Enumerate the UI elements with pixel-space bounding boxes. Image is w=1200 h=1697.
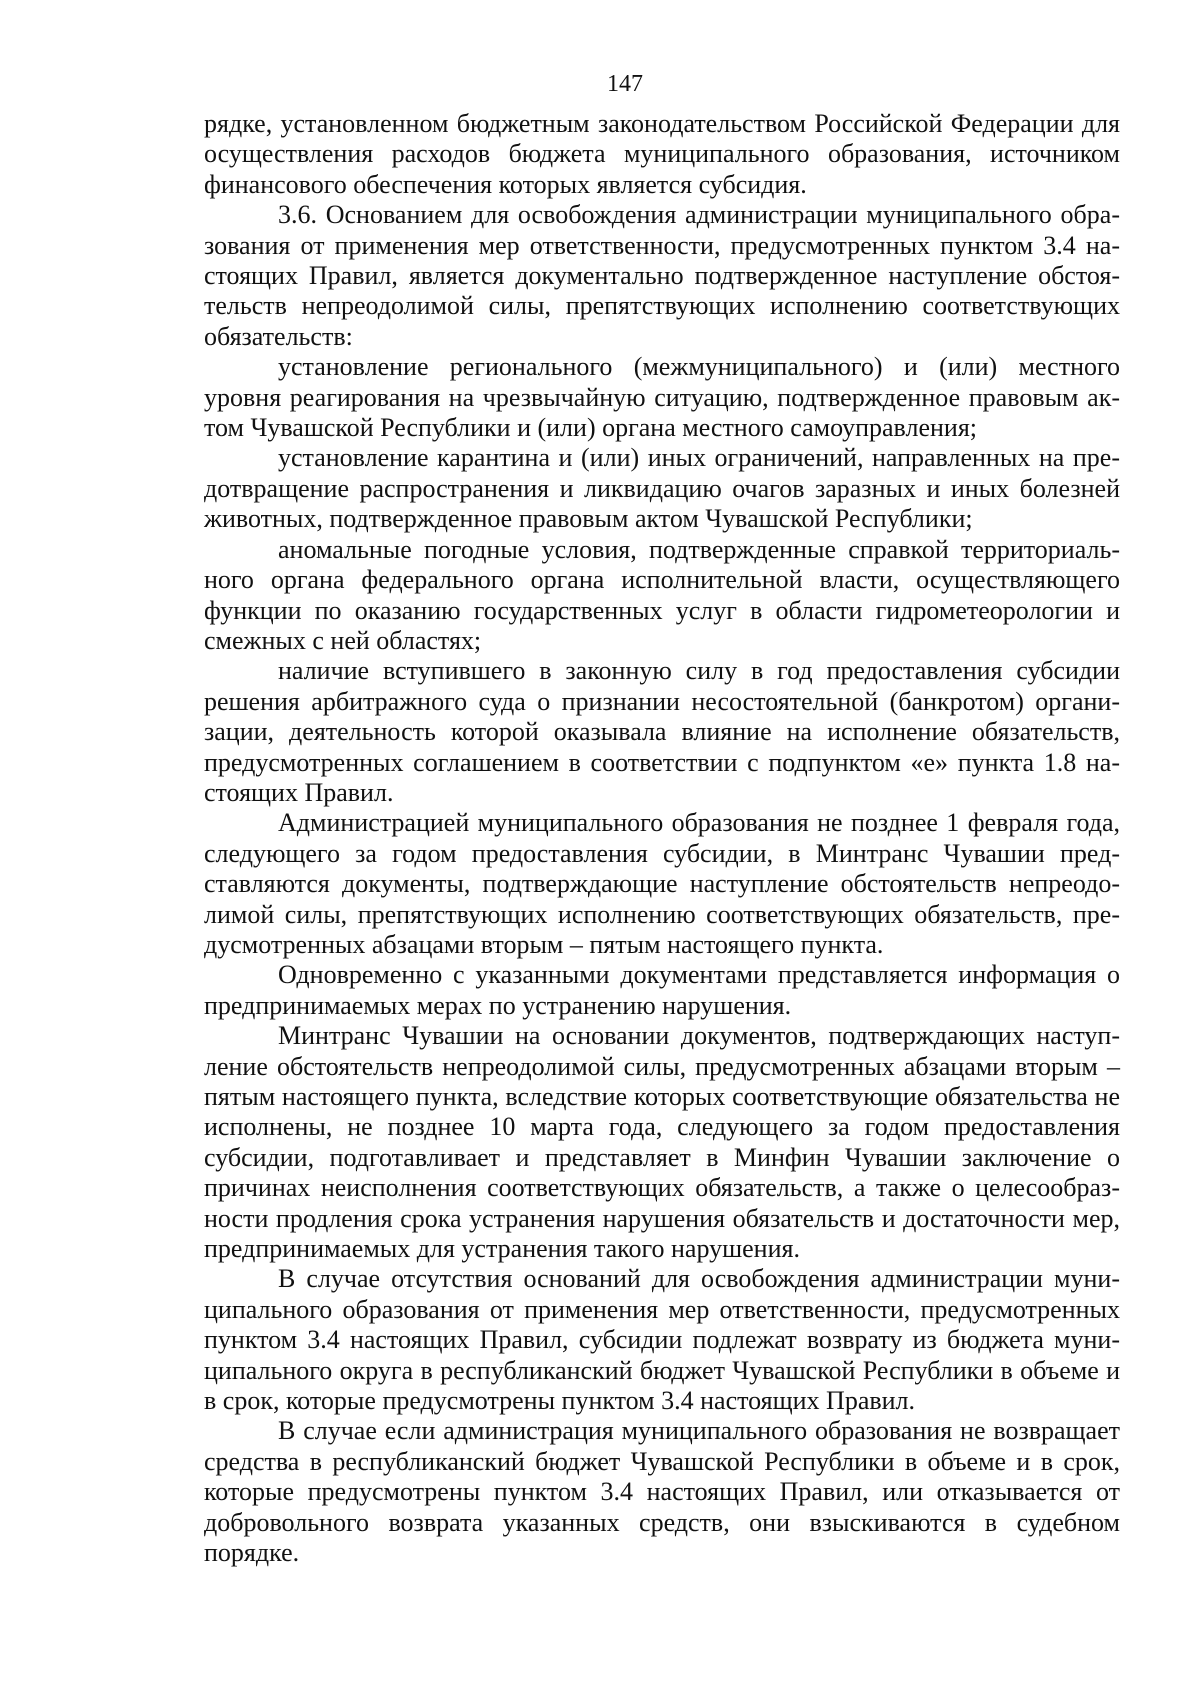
- paragraph-remedial-measures: Одновременно с указанными документами представляется информация о предпринимаемых мерах по устранению нарушения.: [204, 960, 1120, 1020]
- paragraph-emergency-response: установление регионального (межмуниципального) и (или) местного уровня реагирования на чрезвычайную ситуацию, подтвержденное правовым актом Чувашской Республики и (или) органа местного самоуправления;: [204, 352, 1120, 443]
- paragraph-court-recovery: В случае если администрация муниципального образования не возвращает средства в республиканский бюджет Чувашской Республики в объеме и в срок, которые предусмотрены пунктом 3.4 настоящих Правил, или отказывается от добровольного возврата указанных средств, они взыскиваются в судебном порядке.: [204, 1416, 1120, 1568]
- paragraph-refund-obligation: В случае отсутствия оснований для освобождения администрации муниципального образования от применения мер ответственности, предусмотренных пунктом 3.4 настоящих Правил, субсидии подлежат возврату из бюджета муниципального округа в республиканский бюджет Чувашской Республики в объеме и в срок, которые предусмотрены пунктом 3.4 настоящих Правил.: [204, 1264, 1120, 1416]
- document-body: [204, 109, 1120, 1569]
- paragraph-documents-deadline: Администрацией муниципального образования не позднее 1 февраля года, следующего за годом предоставления субсидии, в Минтранс Чувашии представляются документы, подтверждающие наступление обстоятельств непреодолимой силы, препятствующих исполнению соответствующих обязательств, предусмотренных абзацами вторым – пятым настоящего пункта.: [204, 808, 1120, 959]
- paragraph-clause-3-6: 3.6. Основанием для освобождения администрации муниципального образования от применения мер ответственности, предусмотренных пунктом 3.4 настоящих Правил, является документально подтвержденное наступление обстоятельств непреодолимой силы, препятствующих исполнению соответствующих обязательств:: [204, 200, 1120, 351]
- paragraph-weather-conditions: аномальные погодные условия, подтвержденные справкой территориального органа федерального органа исполнительной власти, осуществляющего функции по оказанию государственных услуг в области гидрометеорологии и смежных с ней областях;: [204, 534, 1120, 655]
- paragraph-bankruptcy: наличие вступившего в законную силу в год предоставления субсидии решения арбитражного суда о признании несостоятельной (банкротом) организации, деятельность которой оказывала влияние на исполнение обязательств, предусмотренных соглашением в соответствии с подпунктом «е» пункта 1.8 настоящих Правил.: [204, 656, 1120, 807]
- paragraph-continuation: рядке, установленном бюджетным законодательством Российской Федерации для осуществления расходов бюджета муниципального образования, источником финансового обеспечения которых является субсидия.: [204, 109, 1120, 199]
- paragraph-quarantine: установление карантина и (или) иных ограничений, направленных на предотвращение распространения и ликвидацию очагов заразных и иных болезней животных, подтвержденное правовым актом Чувашской Республики;: [204, 443, 1120, 534]
- paragraph-mintrans-conclusion: Минтранс Чувашии на основании документов, подтверждающих наступление обстоятельств непреодолимой силы, предусмотренных абзацами вторым – пятым настоящего пункта, вследствие которых соответствующие обязательства не исполнены, не позднее 10 марта года, следующего за годом предоставления субсидии, подготавливает и представляет в Минфин Чувашии заключение о причинах неисполнения соответствующих обязательств, а также о целесообразности продления срока устранения нарушения обязательств и достаточности мер, предпринимаемых для устранения такого нарушения.: [204, 1021, 1120, 1264]
- page-number: 147: [607, 71, 643, 97]
